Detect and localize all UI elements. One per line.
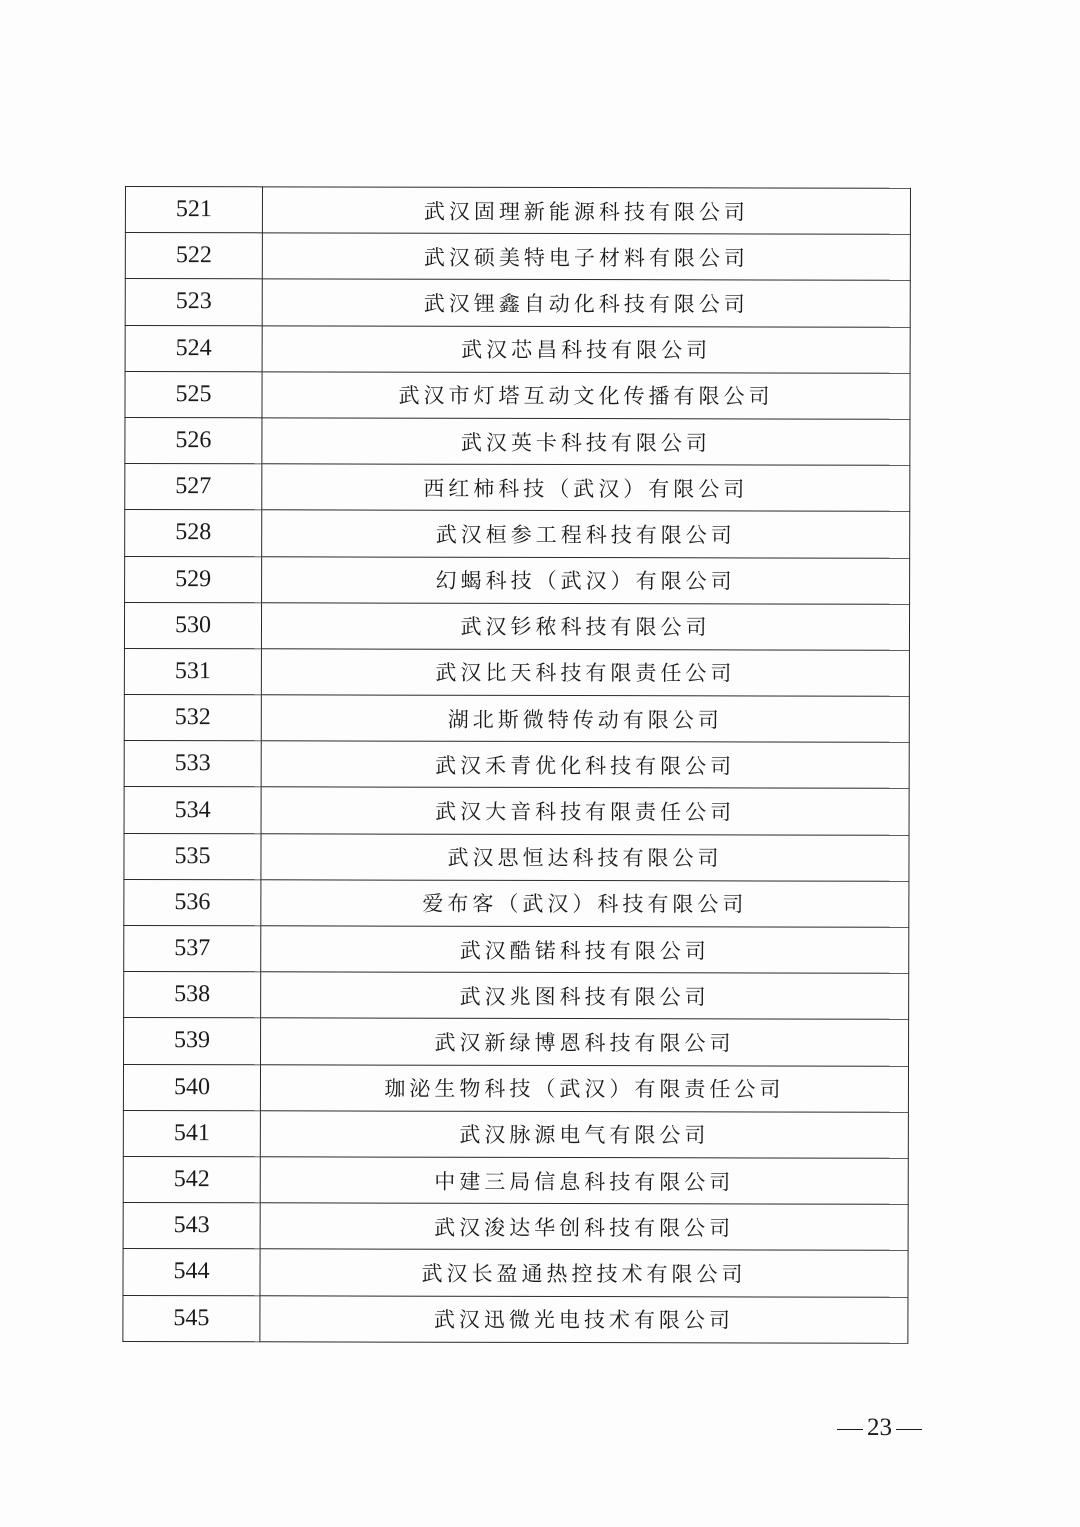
table-row [123, 1064, 908, 1112]
page-number-footer [833, 1414, 926, 1442]
company-name: 爱布客（武汉）科技有限公司 [261, 880, 909, 928]
table-row [124, 787, 909, 835]
table-row [125, 464, 910, 512]
company-name: 幻蝎科技（武汉）有限公司 [262, 556, 910, 604]
table-row [124, 925, 909, 973]
table-row [125, 510, 910, 558]
company-name: 武汉英卡科技有限公司 [262, 418, 910, 466]
row-number: 521 [125, 187, 262, 233]
row-number: 539 [124, 1018, 261, 1064]
row-number: 531 [124, 648, 261, 694]
table-row [124, 695, 909, 743]
company-name: 武汉硕美特电子材料有限公司 [262, 233, 910, 281]
company-name: 中建三局信息科技有限公司 [260, 1157, 908, 1205]
table-row [124, 972, 909, 1020]
table-row [124, 879, 909, 927]
table-row [124, 833, 909, 881]
company-name: 武汉比天科技有限责任公司 [261, 649, 909, 697]
row-number: 533 [124, 741, 261, 787]
company-name: 武汉长盈通热控技术有限公司 [260, 1249, 908, 1297]
company-name: 武汉迅微光电技术有限公司 [260, 1295, 908, 1343]
table-row [125, 371, 910, 419]
page-number: 23 [867, 1414, 892, 1441]
row-number: 538 [124, 972, 261, 1018]
company-name: 武汉酷锘科技有限公司 [261, 926, 909, 974]
company-name: 武汉固理新能源科技有限公司 [262, 187, 910, 235]
row-number: 532 [124, 695, 261, 741]
row-number: 525 [125, 371, 262, 417]
company-list-table [122, 186, 911, 1343]
company-name: 武汉新绿博恩科技有限公司 [261, 1018, 909, 1066]
row-number: 542 [123, 1156, 260, 1202]
company-name: 武汉浚达华创科技有限公司 [260, 1203, 908, 1251]
row-number: 534 [124, 787, 261, 833]
company-name: 武汉兆图科技有限公司 [261, 972, 909, 1020]
table-row [125, 187, 910, 235]
table-row [123, 1249, 908, 1297]
row-number: 523 [125, 279, 262, 325]
row-number: 530 [124, 602, 261, 648]
table-row [124, 741, 909, 789]
table-row [125, 417, 910, 465]
company-name: 西红柿科技（武汉）有限公司 [262, 464, 910, 512]
company-name: 武汉脉源电气有限公司 [260, 1111, 908, 1159]
row-number: 527 [125, 464, 262, 510]
table-row [125, 325, 910, 373]
company-name: 珈泌生物科技（武汉）有限责任公司 [260, 1064, 908, 1112]
dash-right [896, 1429, 922, 1430]
company-name: 武汉禾青优化科技有限公司 [261, 741, 909, 789]
dash-left [837, 1429, 863, 1430]
company-name: 湖北斯微特传动有限公司 [261, 695, 909, 743]
row-number: 541 [123, 1110, 260, 1156]
row-number: 545 [123, 1295, 260, 1341]
table-row [124, 602, 909, 650]
company-name: 武汉桓参工程科技有限公司 [262, 510, 910, 558]
row-number: 540 [123, 1064, 260, 1110]
table-row [125, 233, 910, 281]
company-name: 武汉市灯塔互动文化传播有限公司 [262, 372, 910, 420]
company-name: 武汉思恒达科技有限公司 [261, 833, 909, 881]
row-number: 529 [125, 556, 262, 602]
company-name: 武汉钐秾科技有限公司 [261, 602, 909, 650]
row-number: 522 [125, 233, 262, 279]
row-number: 537 [124, 925, 261, 971]
company-name: 武汉锂鑫自动化科技有限公司 [262, 279, 910, 327]
row-number: 536 [124, 879, 261, 925]
table-row [124, 1018, 909, 1066]
row-number: 526 [125, 417, 262, 463]
table-row [124, 648, 909, 696]
company-name: 武汉大音科技有限责任公司 [261, 787, 909, 835]
table-row [125, 279, 910, 327]
row-number: 543 [123, 1203, 260, 1249]
company-list-body [123, 187, 911, 1343]
row-number: 544 [123, 1249, 260, 1295]
company-name: 武汉芯昌科技有限公司 [262, 325, 910, 373]
table-row [123, 1295, 908, 1343]
table-row [123, 1156, 908, 1204]
table-row [123, 1203, 908, 1251]
row-number: 528 [125, 510, 262, 556]
row-number: 535 [124, 833, 261, 879]
table-row [123, 1110, 908, 1158]
table-row [125, 556, 910, 604]
row-number: 524 [125, 325, 262, 371]
